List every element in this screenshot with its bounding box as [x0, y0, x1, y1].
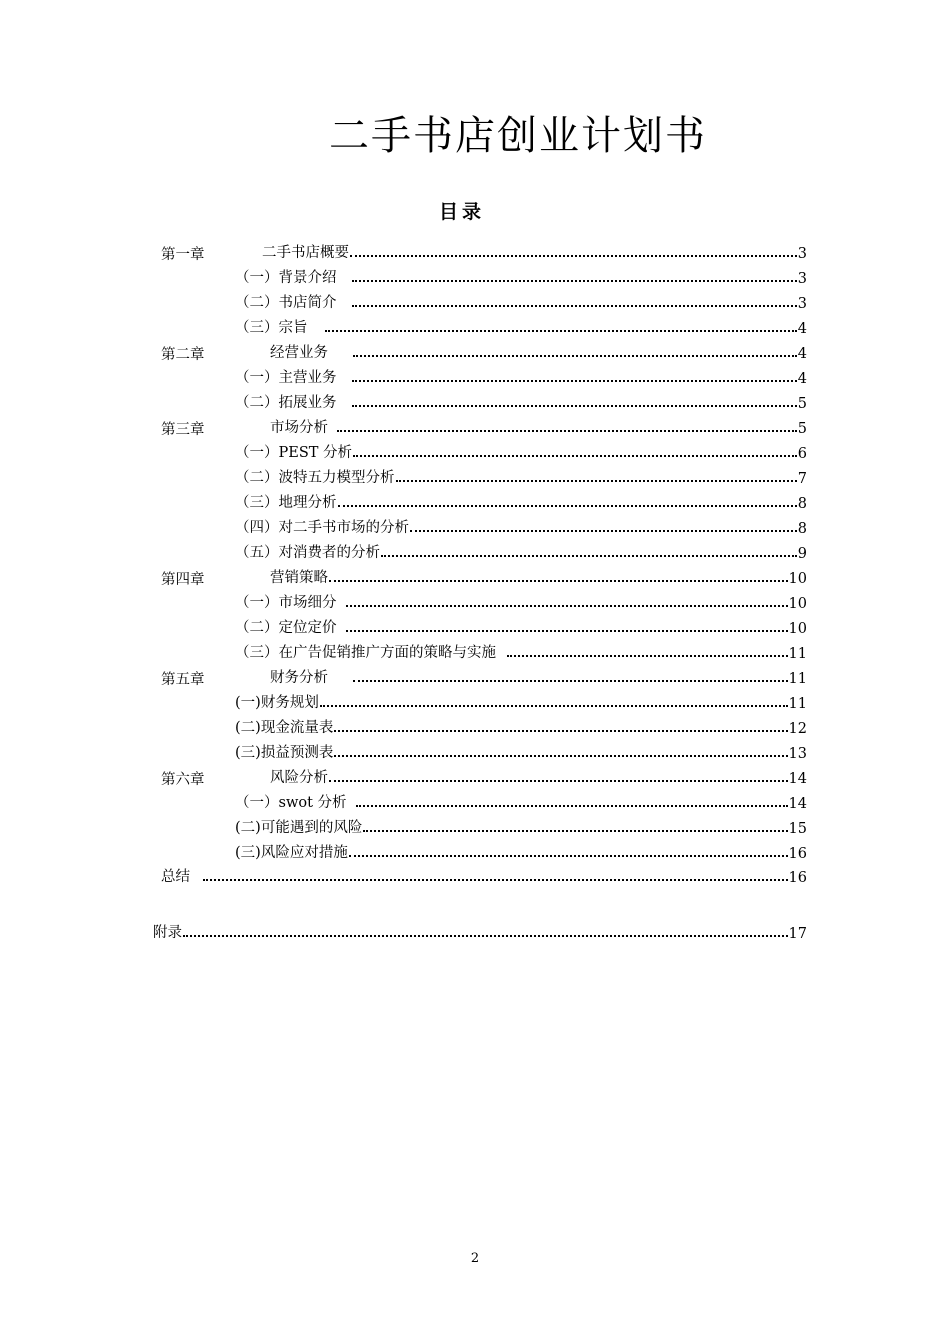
- dot-leader: [381, 554, 797, 557]
- toc-entry-label: （一）背景介绍: [235, 270, 337, 286]
- toc-entry-page: 11: [788, 646, 807, 662]
- toc-entry[interactable]: [270, 340, 807, 362]
- chapter-number: 第六章: [161, 772, 205, 788]
- dot-leader: [353, 454, 797, 457]
- toc-entry-page: 11: [788, 671, 807, 687]
- toc-entry[interactable]: [235, 440, 807, 462]
- toc-entry-summary[interactable]: [161, 864, 807, 886]
- toc-entry-label: （二）拓展业务: [235, 395, 337, 411]
- dot-leader: [352, 279, 797, 282]
- toc-entry-label: (三)风险应对措施: [235, 845, 348, 861]
- toc-entry-label: （二）定位定价: [235, 620, 337, 636]
- chapter-number: 第三章: [161, 422, 205, 438]
- dot-leader: [356, 804, 788, 807]
- toc-entry[interactable]: [235, 315, 807, 337]
- chapter-number: 第四章: [161, 572, 205, 588]
- toc-entry[interactable]: [235, 290, 807, 312]
- dot-leader: [203, 878, 788, 881]
- toc-entry-label: (一)财务规划: [235, 695, 319, 711]
- toc-entry-label: (二)可能遇到的风险: [235, 820, 363, 836]
- toc-entry[interactable]: [235, 815, 807, 837]
- toc-entry-page: 5: [797, 421, 807, 437]
- toc-entry[interactable]: [235, 390, 807, 412]
- dot-leader: [410, 529, 797, 532]
- toc-entry[interactable]: [235, 590, 807, 612]
- toc-entry-appendix[interactable]: [153, 920, 807, 942]
- dot-leader: [349, 854, 788, 857]
- toc-entry-page: 7: [797, 471, 807, 487]
- dot-leader: [350, 254, 797, 257]
- toc-entry-page: 15: [788, 821, 807, 837]
- toc-entry[interactable]: [235, 515, 807, 537]
- toc-entry-label: （三）宗旨: [235, 320, 308, 336]
- dot-leader: [338, 504, 797, 507]
- toc-entry-page: 11: [788, 696, 807, 712]
- dot-leader: [183, 934, 788, 937]
- toc-entry-page: 6: [797, 446, 807, 462]
- dot-leader: [329, 779, 788, 782]
- toc-entry-page: 4: [797, 371, 807, 387]
- toc-entry-label: (三)损益预测表: [235, 745, 334, 761]
- toc-entry-page: 10: [788, 596, 807, 612]
- toc-entry[interactable]: [235, 740, 807, 762]
- toc-entry-page: 3: [797, 246, 807, 262]
- dot-leader: [346, 629, 788, 632]
- chapter-number: 第二章: [161, 347, 205, 363]
- toc-entry-label: （三）地理分析: [235, 495, 337, 511]
- toc-entry[interactable]: [235, 265, 807, 287]
- dot-leader: [337, 429, 797, 432]
- dot-leader: [334, 729, 787, 732]
- toc-entry-page: 4: [797, 321, 807, 337]
- toc-entry[interactable]: [270, 665, 807, 687]
- toc-entry-page: 4: [797, 346, 807, 362]
- toc-entry-label: （二）书店简介: [235, 295, 337, 311]
- toc-entry-page: 3: [797, 296, 807, 312]
- toc-entry-label: 市场分析: [270, 420, 328, 436]
- page-number: 2: [470, 1251, 480, 1266]
- toc-entry-label: 风险分析: [270, 770, 328, 786]
- dot-leader: [396, 479, 797, 482]
- toc-entry-label: 营销策略: [270, 570, 328, 586]
- dot-leader: [329, 579, 788, 582]
- toc-entry-label: 附录: [153, 925, 182, 941]
- toc-entry-label: （一）主营业务: [235, 370, 337, 386]
- dot-leader: [334, 754, 787, 757]
- dot-leader: [353, 679, 788, 682]
- toc-entry[interactable]: [235, 715, 807, 737]
- dot-leader: [352, 379, 797, 382]
- toc-entry-page: 8: [797, 496, 807, 512]
- toc-entry-label: （五）对消费者的分析: [235, 545, 380, 561]
- toc-entry-page: 10: [788, 571, 807, 587]
- toc-entry-label: （三）在广告促销推广方面的策略与实施: [235, 645, 496, 661]
- chapter-number: 第一章: [161, 247, 205, 263]
- toc-entry-label: （一）swot 分析: [235, 795, 347, 811]
- toc-entry[interactable]: [235, 615, 807, 637]
- dot-leader: [363, 829, 787, 832]
- toc-entry-page: 14: [788, 771, 807, 787]
- toc-entry-label: （二）波特五力模型分析: [235, 470, 395, 486]
- dot-leader: [346, 604, 788, 607]
- toc-heading: 目录: [438, 201, 485, 223]
- toc-entry-page: 14: [788, 796, 807, 812]
- toc-entry-label: (二)现金流量表: [235, 720, 334, 736]
- toc-entry-page: 8: [797, 521, 807, 537]
- toc-entry[interactable]: [270, 765, 807, 787]
- toc-entry-label: 总结: [161, 869, 190, 885]
- chapter-number: 第五章: [161, 672, 205, 688]
- dot-leader: [352, 304, 797, 307]
- toc-entry[interactable]: [235, 690, 807, 712]
- dot-leader: [353, 354, 797, 357]
- dot-leader: [320, 704, 788, 707]
- toc-entry-page: 5: [797, 396, 807, 412]
- toc-entry-label: （一）市场细分: [235, 595, 337, 611]
- toc-entry[interactable]: [270, 565, 807, 587]
- toc-entry[interactable]: [235, 490, 807, 512]
- toc-entry[interactable]: [235, 365, 807, 387]
- toc-entry-page: 9: [797, 546, 807, 562]
- dot-leader: [507, 654, 788, 657]
- toc-entry[interactable]: [235, 540, 807, 562]
- toc-entry[interactable]: [235, 465, 807, 487]
- toc-entry[interactable]: [270, 415, 807, 437]
- toc-entry-page: 16: [788, 846, 807, 862]
- toc-entry-label: 经营业务: [270, 345, 328, 361]
- toc-entry-label: （一）PEST 分析: [235, 445, 353, 461]
- toc-entry-page: 16: [788, 870, 807, 886]
- document-title: 二手书店创业计划书: [329, 113, 707, 159]
- toc-entry-page: 3: [797, 271, 807, 287]
- toc-entry[interactable]: [262, 240, 807, 262]
- toc-entry-label: 二手书店概要: [262, 245, 349, 261]
- dot-leader: [352, 404, 797, 407]
- toc-entry-label: 财务分析: [270, 670, 328, 686]
- toc-entry-page: 10: [788, 621, 807, 637]
- dot-leader: [325, 329, 797, 332]
- toc-entry[interactable]: [235, 840, 807, 862]
- toc-entry-page: 12: [788, 721, 807, 737]
- toc-entry[interactable]: [235, 790, 807, 812]
- toc-entry[interactable]: [235, 640, 807, 662]
- toc-entry-label: （四）对二手书市场的分析: [235, 520, 409, 536]
- toc-entry-page: 13: [788, 746, 807, 762]
- toc-entry-page: 17: [788, 926, 807, 942]
